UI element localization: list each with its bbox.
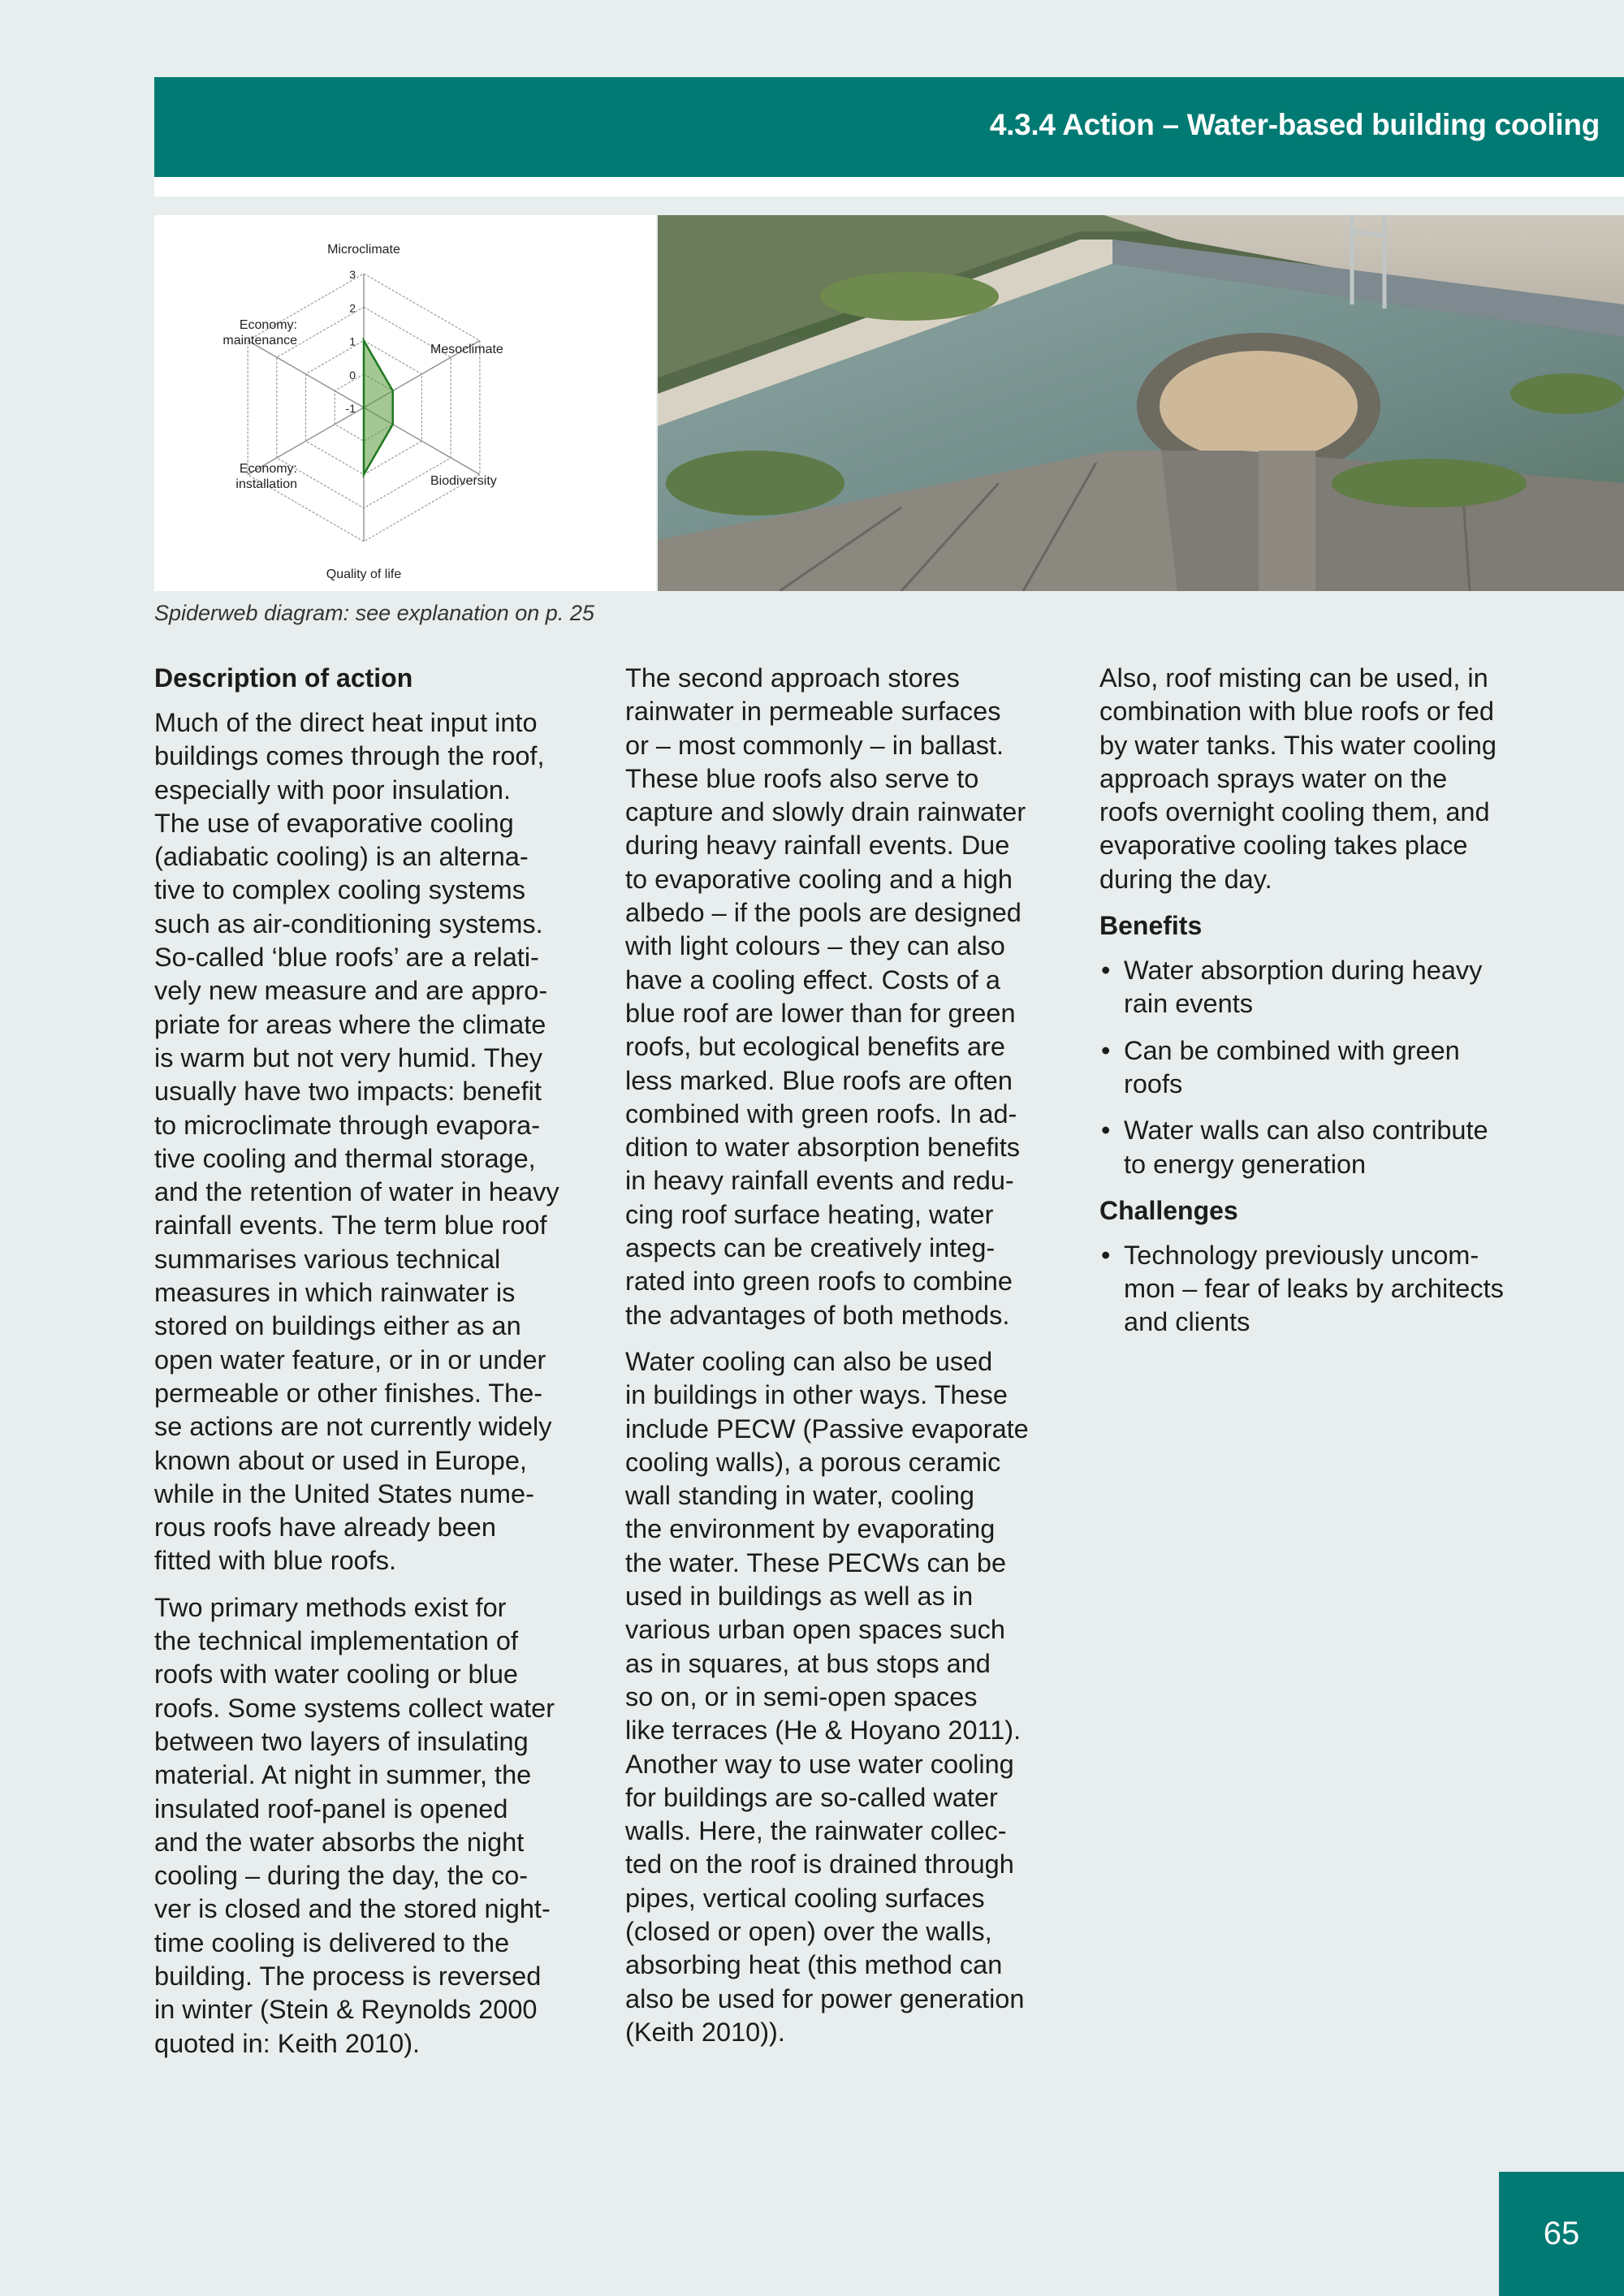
section-header-band [154,77,1624,177]
column-3 [1099,662,1554,1353]
column-1 [154,662,609,2074]
page-number: 65 [1543,2216,1580,2251]
axis-label: Economy: [239,318,297,332]
bullet-icon: • [1101,1035,1111,1065]
header-divider [154,177,1624,196]
axis-label: Biodiversity [430,474,497,488]
section-title: 4.3.4 Action – Water-based building cooling [989,108,1600,141]
axis-label: Economy: [239,462,297,476]
paragraph: The second approach stores rainwater in permeable surfaces or – most commonly – in ballast. These blue roofs also serve to capture and slowly drain rainwater during heavy rainfall events. Due to evaporative cooling and a high albedo – if the pools are designed with light colours – they can also have a cooling effect. Costs of a blue roof are lower than for green roofs, but ecological benefits are less marked. Blue roofs are often combined with green roofs. In ad- dition to water absorption benefits in heavy rainfall events and redu- cing roof surface heating, water aspects can be creatively integ- rated into green roofs to combine the advantages of both methods. [625,663,1026,1330]
list-item-text: Can be combined with green roofs [1124,1035,1460,1098]
paragraph: Water cooling can also be used in buildings in other ways. These include PECW (Passive evaporate cooling walls), a porous ceramic wall standing in water, cooling the environment by evaporating the water. These PECWs can be used in buildings as well as in various urban open spaces such as in squares, at bus stops and so on, or in semi-open spaces like terraces (He & Hoyano 2011). Another way to use water cooling for buildings are so-called water walls. Here, the rainwater collec- ted on the roof is drained through pipes, vertical cooling surfaces (closed or open) over the walls, absorbing heat (this method can also be used for power generation (Keith 2010)). [625,1346,1029,2047]
spiderweb-chart-svg [154,215,656,591]
list-item [1099,954,1554,1021]
paragraph: Also, roof misting can be used, in combination with blue roofs or fed by water tanks. This water cooling approach sprays water on the roofs overnight cooling them, and evaporative cooling takes place during the day. [1099,663,1497,894]
axis-label: maintenance [222,334,297,347]
heading-benefits: Benefits [1099,911,1203,941]
paragraph: Two primary methods exist for the technical implementation of roofs with water cooling or blue roofs. Some systems collect water between two layers of insulating material. At night in summer, the insulated roof-panel is opened and the water absorbs the night cooling – during the day, the co- ver is closed and the stored night- time cooling is delivered to the building. The process is reversed in winter (Stein & Reynolds 2000 quoted in: Keith 2010). [154,1592,555,2058]
data-polygon [364,341,393,475]
axis-label: Quality of life [326,568,402,581]
challenges-list [1099,1239,1554,1340]
axis-label: installation [235,477,297,491]
list-item [1099,1239,1554,1340]
tick-label: -1 [345,402,356,415]
axis-label: Mesoclimate [430,343,503,356]
benefits-list [1099,954,1554,1181]
list-item-text: Water walls can also contribute to energy generation [1124,1116,1488,1179]
tick-label: 0 [349,368,356,382]
list-item [1099,1114,1554,1181]
bullet-icon: • [1101,956,1111,986]
blue-roof-photo [658,215,1624,591]
column-2 [625,662,1080,2062]
list-item-text: Water absorption during heavy rain events [1124,956,1483,1019]
heading-challenges: Challenges [1099,1195,1238,1225]
figure-caption: Spiderweb diagram: see explanation on p. 25 [154,601,594,625]
page-number-box [1499,2172,1624,2296]
paragraph: Much of the direct heat input into buildings comes through the roof, especially with poor insulation. The use of evaporative cooling (adiabatic cooling) is an alterna- tive to complex cooling systems such as air-conditioning systems. So-called ‘blue roofs’ are a relati- vely new measure and are appro- priate for areas where the climate is warm but not very humid. They usually have two impacts: benefit to microclimate through evapora- tive cooling and thermal storage, and the retention of water in heavy rainfall events. The term blue roof summarises various technical measures in which rainwater is stored on buildings either as an open water feature, or in or under permeable or other finishes. The- se actions are not currently widely known about or used in Europe, while in the United States nume- rous roofs have already been fitted with blue roofs. [154,708,559,1576]
list-item [1099,1034,1554,1102]
sand-bed [1160,351,1358,461]
spiderweb-diagram [154,215,656,591]
heading-description-of-action: Description of action [154,663,413,693]
list-item-text: Technology previously uncom- mon – fear of leaks by architects and clients [1124,1240,1504,1337]
tick-label: 1 [349,334,356,348]
bullet-icon: • [1101,1240,1111,1270]
tick-label: 3 [349,268,356,281]
axis-label: Microclimate [327,243,400,257]
tick-label: 2 [349,301,356,315]
photo-illustration [658,215,1624,591]
bullet-icon: • [1101,1116,1111,1146]
